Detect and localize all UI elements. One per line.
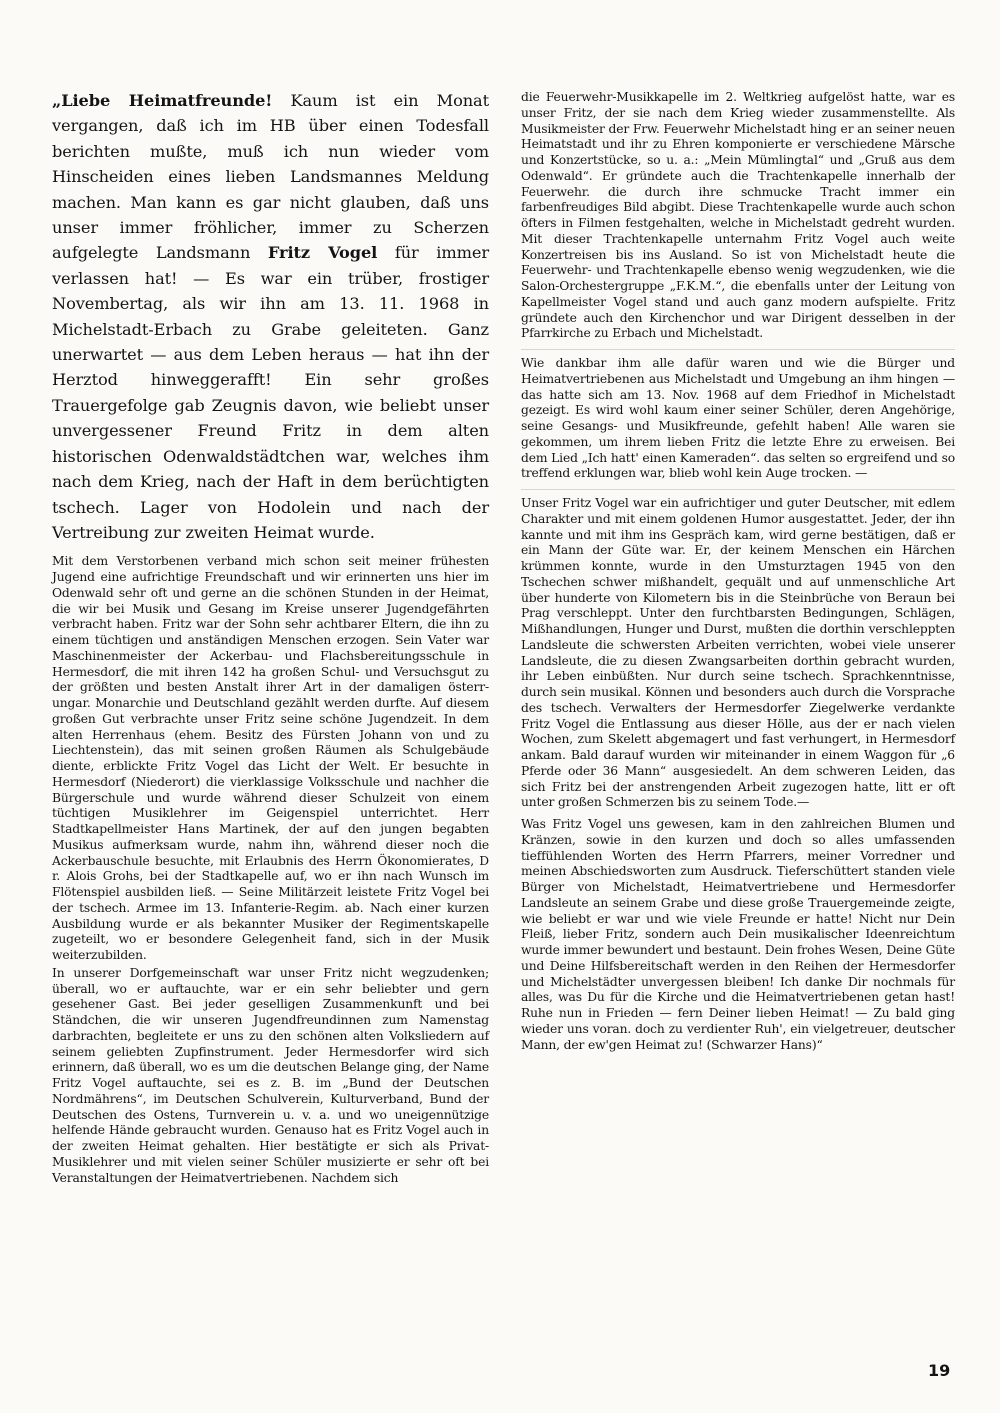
deceased-name: Fritz Vogel <box>267 243 378 263</box>
paragraph-youth: Mit dem Verstorbenen verband mich schon seit meiner frühesten Jugend eine aufrichtige Freundschaft und wir erinnerten uns hier im Odenwald sehr oft und gerne an die schönen Stunden in der Heimat, die wir bei Musik und Gesang im Kreise unserer Jugendgefährten verbracht haben. Fritz war der Sohn sehr achtbarer Eltern, die ihn zu einem tüchtigen und anständigen Menschen erzogen. Sein Vater war Maschinenmeister der Ackerbau- und Flachsbereitungsschule in Hermesdorf, die mit ihren 142 ha großen Schul- und Versuchsgut zu der größten und besten Anstalt ihrer Art in der damaligen österr-ungar. Monarchie und Deutschland gezählt werden durfte. Auf diesem großen Gut verbrachte unser Fritz seine schöne Jugendzeit. In dem alten Herrenhaus (ehem. Besitz des Fürsten Johann von und zu Liechtenstein), das mit seinen großen Räumen als Schulgebäude diente, erblickte Fritz Vogel das Licht der Welt. Er besuchte in Hermesdorf (Niederort) die vierklassige Volksschule und nachher die Bürgerschule und wurde während dieser Schulzeit von einem tüchtigen Musiklehrer im Geigenspiel unterrichtet. Herr Stadtkapellmeister Hans Martinek, der auf den jungen begabten Musikus aufmerksam wurde, nahm ihn, während dieser noch die Ackerbauschule besuchte, mit Erlaubnis des Herrn Ökonomierates, D r. Alois Grohs, bei der Stadtkapelle auf, wo er ihn nach Wunsch im Flötenspiel ausbilden ließ. — Seine Militärzeit leistete Fritz Vogel bei der tschech. Armee im 13. Infanterie-Regim. ab. Nach einer kurzen Ausbildung wurde er als bekannter Musiker der Regimentskapelle zugeteilt, wo er besondere Gelegenheit fand, sich in der Musik weiterzubilden. <box>52 554 489 963</box>
paragraph-fire-brigade-band: die Feuerwehr-Musikkapelle im 2. Weltkrieg aufgelöst hatte, war es unser Fritz, der sie nach dem Krieg wieder zusammenstellte. Als Musikmeister der Frw. Feuerwehr Michelstadt hing er an seiner neuen Heimatstadt und ihr zu Ehren komponierte er verschiedene Märsche und Konzertstücke, so u. a.: „Mein Mümlingtal“ und „Gruß aus dem Odenwald“. Er gründete auch die Trachtenkapelle innerhalb der Feuerwehr. die durch ihre schmucke Tracht immer ein farbenfreudiges Bild abgibt. Diese Trachtenkapelle wurde auch schon öfters in Filmen festgehalten, welche in Michelstadt gedreht wurden. Mit dieser Trachtenkapelle unternahm Fritz Vogel auch weite Konzertreisen bis ins Ausland. So ist von Michelstadt heute die Feuerwehr- und Trachtenkapelle ebenso wenig wegzudenken, wie die Salon-Orchestergruppe „F.K.M.“, die ebenfalls unter der Leitung von Kapellmeister Vogel stand und auch ganz modern aufspielte. Fritz gründete auch den Kirchenchor und war Dirigent desselben in der Pfarrkirche zu Erbach und Michelstadt. <box>521 90 955 341</box>
paragraph-funeral: Wie dankbar ihm alle dafür waren und wie die Bürger und Heimatvertriebenen aus Michelstadt und Umgebung an ihm hingen — das hatte sich am 13. Nov. 1968 auf dem Friedhof in Michelstadt gezeigt. Es wird wohl kaum einer seiner Schüler, deren Angehörige, seine Gesangs- und Musikfreunde, gefehlt haben! Alle waren sie gekommen, um ihrem lieben Fritz die letzte Ehre zu erweisen. Bei dem Lied „Ich hatt' einen Kameraden“. das selten so ergreifend und so treffend erklungen war, blieb wohl kein Auge trocken. — <box>521 356 955 481</box>
lead-text-1: Kaum ist ein Monat vergangen, daß ich im HB über einen Todesfall berichten mußte, muß ich nun wieder vom Hinscheiden eines lieben Landsmannes Meldung machen. Man kann es gar nicht glauben, daß uns unser immer fröhlicher, immer zu Scherzen aufgelegte Landsmann <box>52 91 489 263</box>
lead-paragraph <box>52 88 489 545</box>
divider <box>521 489 955 490</box>
paragraph-character: Unser Fritz Vogel war ein aufrichtiger und guter Deutscher, mit edlem Charakter und mit einem goldenen Humor ausgestattet. Jeder, der ihn kannte und mit ihm ins Gespräch kam, wird gerne bestätigen, daß er ein Mann der Güte war. Er, der keinem Menschen ein Härchen krümmen konnte, wurde in den Umsturztagen 1945 von den Tschechen schwer mißhandelt, gequält und auf unmenschliche Art über hunderte von Kilometern bis in die Steinbrüche von Beraun bei Prag verschleppt. Unter den furchtbarsten Bedingungen, Schlägen, Mißhandlungen, Hunger und Durst, mußten die dorthin verschleppten Landsleute die schwersten Arbeiten verrichten, wobei viele unserer Landsleute, die zu diesen Zwangsarbeiten dorthin gebracht wurden, ihr Leben einbüßten. Nur durch seine tschech. Sprachkenntnisse, durch sein musikal. Können und besonders auch durch die Vorsprache des tschech. Verwalters der Hermesdorfer Ziegelwerke verdankte Fritz Vogel die Entlassung aus dieser Hölle, aus der er nach vielen Wochen, zum Skelett abgemagert und fast verhungert, in Hermesdorf ankam. Bald darauf wurden wir miteinander in einem Waggon für „6 Pferde oder 36 Mann“ ausgesiedelt. An dem schweren Leiden, das sich Fritz bei der anstrengenden Arbeit zugezogen hatte, litt er oft unter großen Schmerzen bis zu seinem Tode.— <box>521 496 955 810</box>
page-number: 19 <box>928 1361 951 1380</box>
right-column <box>521 90 955 1053</box>
left-column <box>52 88 489 1186</box>
paragraph-farewell: Was Fritz Vogel uns gewesen, kam in den zahlreichen Blumen und Kränzen, sowie in den kurzen und doch so alles umfassenden tieffühlenden Worten des Herrn Pfarrers, meiner Vorredner und meinen Abschiedsworten zum Ausdruck. Tieferschüttert standen viele Bürger von Michelstadt, Heimatvertriebene und Hermesdorfer Landsleute an seinem Grabe und diese große Trauergemeinde zeigte, wie beliebt er war und wie viele Freunde er hatte! Nicht nur Dein Fleiß, lieber Fritz, sondern auch Dein musikalischer Ideenreichtum wurde immer bewundert und bestaunt. Dein frohes Wesen, Deine Güte und Deine Hilfsbereitschaft werden in den Reihen der Hermesdorfer und Michelstädter unvergessen bleiben! Ich danke Dir nochmals für alles, was Du für die Kirche und die Heimatvertriebenen getan hast! Ruhe nun in Frieden — fern Deiner lieben Heimat! — Zu bald ging wieder uns voran. doch zu verdienter Ruh', ein vielgetreuer, deutscher Mann, der ew'gen Heimat zu! (Schwarzer Hans)“ <box>521 817 955 1052</box>
paragraph-community: In unserer Dorfgemeinschaft war unser Fritz nicht wegzudenken; überall, wo er auftauchte, war er ein sehr beliebter und gern gesehener Gast. Bei jeder geselligen Zusammenkunft und bei Ständchen, die wir unseren Jugendfreundinnen zum Namenstag darbrachten, begleitete er uns zu den schönen alten Volksliedern auf seinem geliebten Zupfinstrument. Jeder Hermesdorfer wird sich erinnern, daß überall, wo es um die deutschen Belange ging, der Name Fritz Vogel auftauchte, sei es z. B. im „Bund der Deutschen Nordmährens“, im Deutschen Schulverein, Kulturverband, Bund der Deutschen des Ostens, Turnverein u. v. a. und wo uneigennützige helfende Hände gebraucht wurden. Genauso hat es Fritz Vogel auch in der zweiten Heimat gehalten. Hier bestätigte er sich als Privat-Musiklehrer und mit vielen seiner Schüler musizierte er sehr oft bei Veranstaltungen der Heimatvertriebenen. Nachdem sich <box>52 965 489 1185</box>
lead-text-2: für immer verlassen hat! — Es war ein trüber, frostiger Novembertag, als wir ihn am 13. 11. 1968 in Michelstadt-Erbach zu Grabe geleiteten. Ganz unerwartet — aus dem Leben heraus — hat ihn der Herztod hinweggerafft! Ein sehr großes Trauergefolge gab Zeugnis davon, wie beliebt unser unvergessener Freund Fritz in dem alten historischen Odenwaldstädtchen war, welches ihm nach dem Krieg, nach der Haft in dem berüchtigten tschech. Lager von Hodolein und nach der Vertreibung zur zweiten Heimat wurde. <box>52 243 490 542</box>
salutation: „Liebe Heimatfreunde! <box>52 91 273 110</box>
divider <box>521 349 955 350</box>
